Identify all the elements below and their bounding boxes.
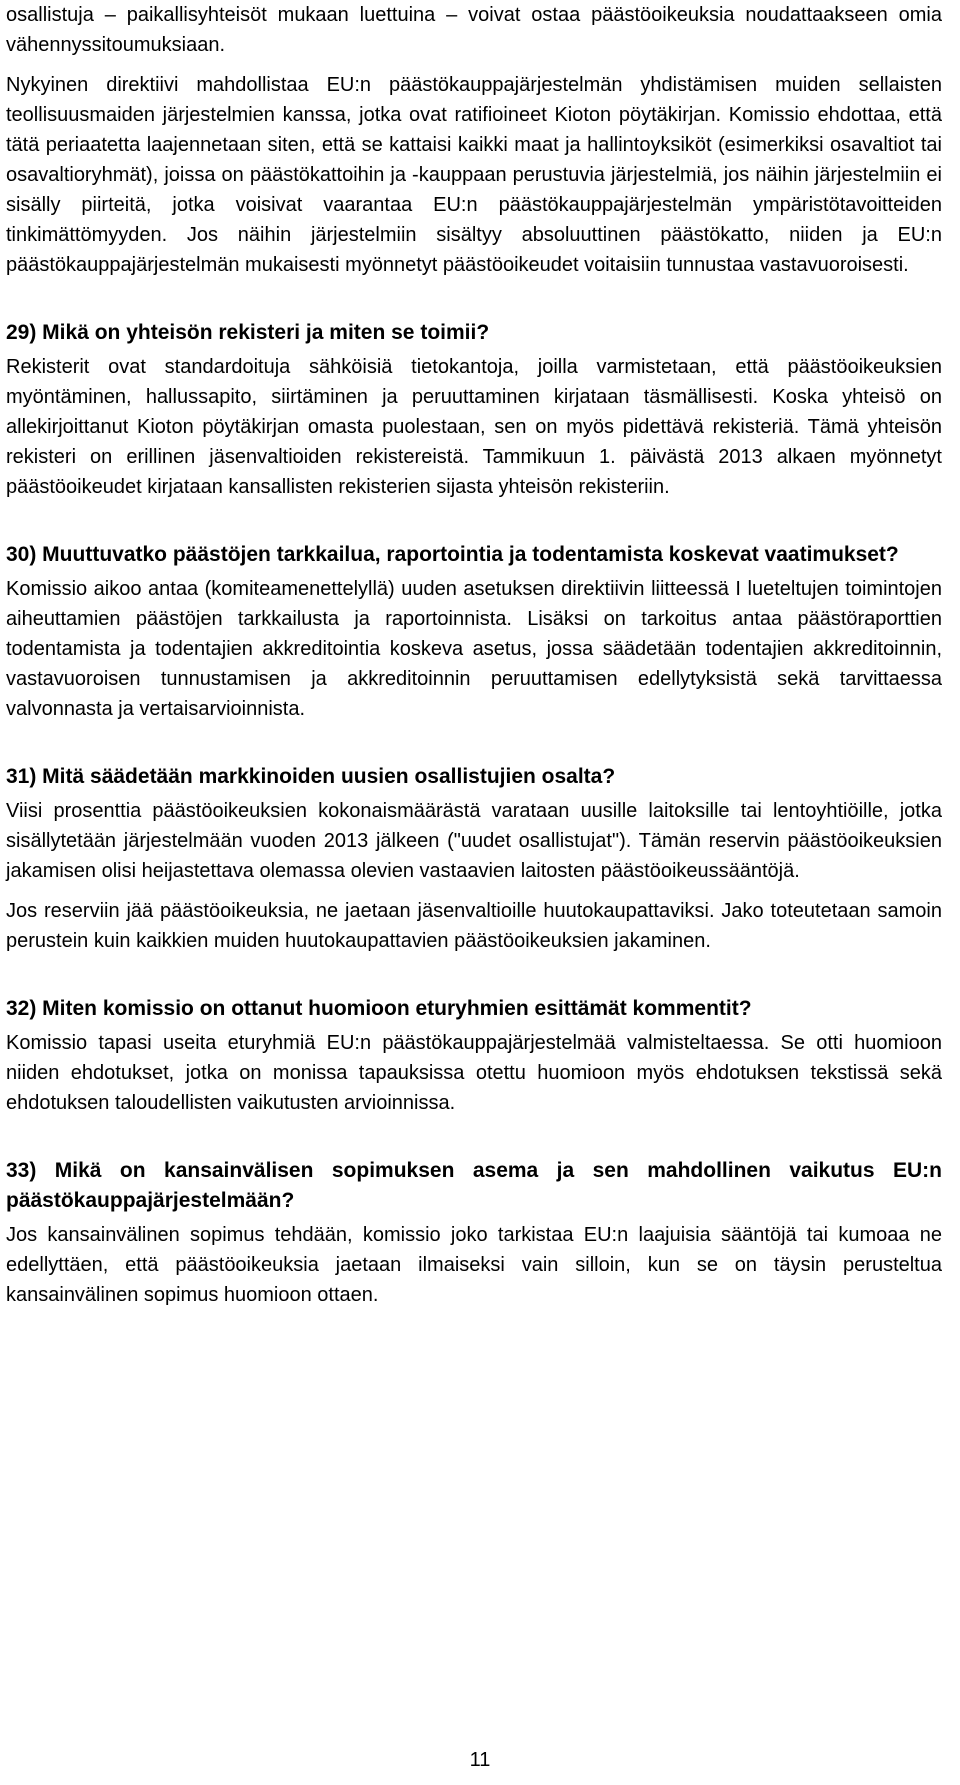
section-paragraph: Rekisterit ovat standardoituja sähköisiä tietokantoja, joilla varmistetaan, että päästöoikeuksien myöntäminen, hallussapito, siirtäminen ja peruuttaminen kirjataan täsmällisesti. Koska yhteisö on allekirjoittanut Kioton pöytäkirjan omasta puolestaan, sen on myös pidettävä rekisteriä. Tämä yhteisön rekisteri on erillinen jäsenvaltioiden rekistereistä. Tammikuun 1. päivästä 2013 alkaen myönnetyt päästöoikeudet kirjataan kansallisten rekisterien sijasta yhteisön rekisteriin. [6,356,942,498]
page-number: 11 [469,1749,491,1771]
section-33 [6,1156,942,1310]
section-heading: 33) Mikä on kansainvälisen sopimuksen asema ja sen mahdollinen vaikutus EU:n päästökauppajärjestelmään? [6,1159,942,1212]
intro-paragraph-1: osallistuja – paikallisyhteisöt mukaan luettuina – voivat ostaa päästöoikeuksia noudattaakseen omia vähennyssitoumuksiaan. [6,4,942,56]
section-paragraph: Komissio aikoo antaa (komiteamenettelyllä) uuden asetuksen direktiivin liitteessä I lueteltujen toimintojen aiheuttamien päästöjen tarkkailusta ja raportoinnista. Lisäksi on tarkoitus antaa päästöraporttien todentamista ja todentajien akkreditointia koskeva asetus, jossa säädetään todentajien akkreditoinnin, vastavuoroisen tunnustamisen ja akkreditoinnin peruuttamisen edellytyksistä sekä tarvittaessa valvonnasta ja vertaisarvioinnista. [6,578,942,720]
section-heading: 32) Miten komissio on ottanut huomioon eturyhmien esittämät kommentit? [6,997,752,1020]
section-29 [6,318,942,502]
section-heading: 31) Mitä säädetään markkinoiden uusien osallistujien osalta? [6,765,616,788]
document-page [6,0,942,1310]
section-paragraph: Viisi prosenttia päästöoikeuksien kokonaismäärästä varataan uusille laitoksille tai lentoyhtiöille, jotka sisällytetään järjestelmään vuoden 2013 jälkeen ("uudet osallistujat"). Tämän reservin päästöoikeuksien jakamisen olisi heijastettava olemassa olevien vastaavien laitosten päästöoikeussääntöjä. [6,800,942,882]
section-31 [6,762,942,956]
section-paragraph: Jos reserviin jää päästöoikeuksia, ne jaetaan jäsenvaltioille huutokaupattaviksi. Jako toteutetaan samoin perustein kuin kaikkien muiden huutokaupattavien päästöoikeuksien jakaminen. [6,900,942,952]
section-heading: 30) Muuttuvatko päästöjen tarkkailua, raportointia ja todentamista koskevat vaatimukset? [6,543,899,566]
section-32 [6,994,942,1118]
section-30 [6,540,942,724]
section-heading: 29) Mikä on yhteisön rekisteri ja miten se toimii? [6,321,490,344]
intro-paragraph-2: Nykyinen direktiivi mahdollistaa EU:n päästökauppajärjestelmän yhdistämisen muiden sellaisten teollisuusmaiden järjestelmien kanssa, jotka ovat ratifioineet Kioton pöytäkirjan. Komissio ehdottaa, että tätä periaatetta laajennetaan siten, että se kattaisi kaikki maat ja hallintoyksiköt (esimerkiksi osavaltiot tai osavaltioryhmät), joissa on päästökattoihin ja -kauppaan perustuvia järjestelmiä, jos näihin järjestelmiin ei sisälly piirteitä, jotka voisivat vaarantaa EU:n päästökauppajärjestelmän ympäristötavoitteiden tinkimättömyyden. Jos näihin järjestelmiin sisältyy absoluuttinen päästökatto, niiden ja EU:n päästökauppajärjestelmän mukaisesti myönnetyt päästöoikeudet voitaisiin tunnustaa vastavuoroisesti. [6,74,942,276]
section-paragraph: Jos kansainvälinen sopimus tehdään, komissio joko tarkistaa EU:n laajuisia sääntöjä tai kumoaa ne edellyttäen, että päästöoikeuksia jaetaan ilmaiseksi vain silloin, kun se on täysin perusteltua kansainvälinen sopimus huomioon ottaen. [6,1224,942,1306]
section-paragraph: Komissio tapasi useita eturyhmiä EU:n päästökauppajärjestelmää valmisteltaessa. Se otti huomioon niiden ehdotukset, jotka on monissa tapauksissa otettu huomioon myös ehdotuksen tekstissä sekä ehdotuksen taloudellisten vaikutusten arvioinnissa. [6,1032,942,1114]
